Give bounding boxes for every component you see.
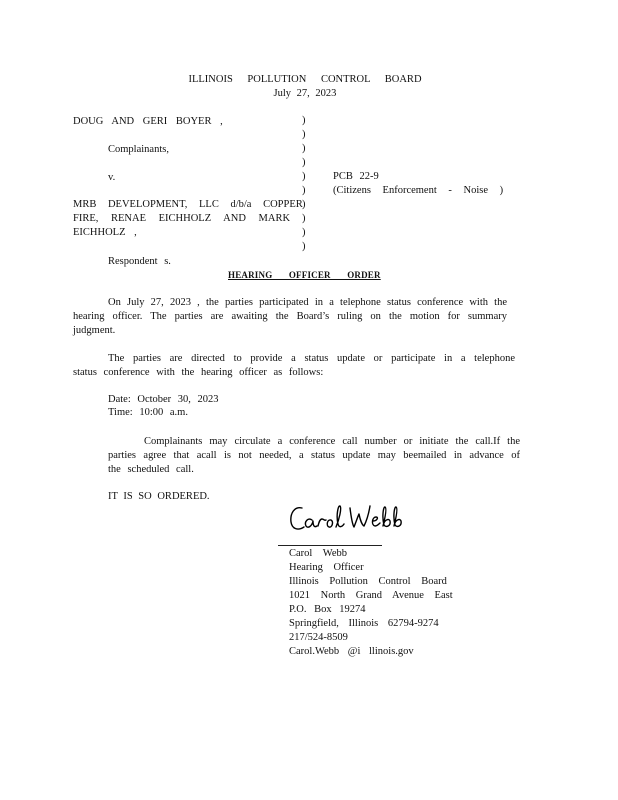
signer-title: Hearing Officer (289, 562, 364, 573)
caption-parenthesis: ) (302, 171, 306, 182)
order-title: HEARING OFFICER ORDER (228, 270, 381, 280)
case-number: PCB 22-9 (333, 171, 379, 182)
signer-city: Springfield, Illinois 62794-9274 (289, 618, 439, 629)
heading-date: July 27, 2023 (273, 88, 337, 99)
case-type: (Citizens Enforcement - Noise ) (333, 185, 504, 196)
paragraph-directive: The parties are directed to provide a status update or participate in a telephone status conference with the hearing officer as follows: (73, 353, 515, 378)
versus-label: v. (108, 172, 116, 183)
signer-organization: Illinois Pollution Control Board (289, 576, 447, 587)
signer-name: Carol Webb (289, 548, 347, 559)
paragraph-call-instructions: Complainants may circulate a conference call number or initiate the call.If the parties agree that acall is not needed, a status update may beemailed in advance of the scheduled call. (108, 436, 520, 475)
handwritten-signature (288, 502, 414, 536)
agency-heading: ILLINOIS POLLUTION CONTROL BOARD (188, 74, 422, 85)
complainant-names: DOUG AND GERI BOYER , (73, 116, 223, 127)
signer-address: 1021 North Grand Avenue East (289, 590, 453, 601)
respondent-name-line-2: FIRE, RENAE EICHHOLZ AND MARK (73, 213, 291, 224)
caption-parenthesis: ) (302, 115, 306, 126)
respondent-name-line-1: MRB DEVELOPMENT, LLC d/b/a COPPER (73, 199, 303, 210)
caption-parenthesis: ) (302, 157, 306, 168)
caption-parenthesis: ) (302, 185, 306, 196)
respondents-label: Respondent s. (108, 256, 171, 267)
paragraph-status-conference: On July 27, 2023 , the parties participated in a telephone status conference with the hearing officer. The parties are awaiting the Board’s ruling on the motion for summary judgment. (73, 297, 507, 336)
so-ordered: IT IS SO ORDERED. (108, 491, 210, 502)
caption-parenthesis: ) (302, 143, 306, 154)
conference-date: Date: October 30, 2023 (108, 394, 219, 405)
caption-parenthesis: ) (302, 129, 306, 140)
complainants-label: Complainants, (108, 144, 169, 155)
signature-line (278, 545, 382, 546)
signer-phone: 217/524-8509 (289, 632, 348, 643)
signer-po-box: P.O. Box 19274 (289, 604, 366, 615)
respondent-name-line-3: EICHHOLZ , (73, 227, 137, 238)
caption-parenthesis-column (302, 114, 310, 254)
caption-parenthesis: ) (302, 241, 306, 252)
conference-time: Time: 10:00 a.m. (108, 407, 188, 418)
caption-parenthesis: ) (302, 227, 306, 238)
signer-email: Carol.Webb @i llinois.gov (289, 646, 414, 657)
caption-parenthesis: ) (302, 199, 306, 210)
caption-parenthesis: ) (302, 213, 306, 224)
